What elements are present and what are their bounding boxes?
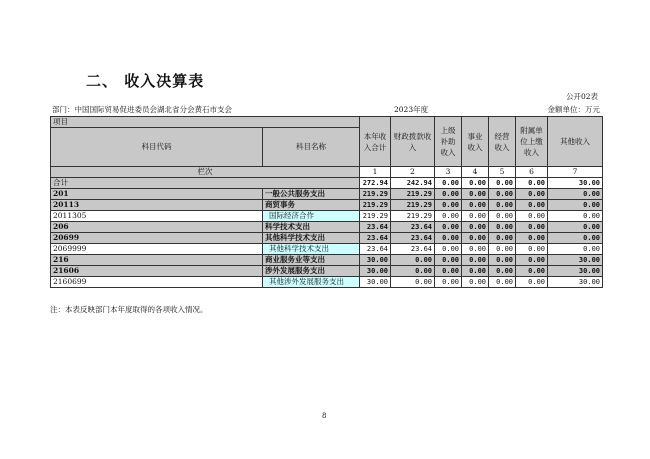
row-name: 国际经济合作 <box>263 211 360 222</box>
cell-value: 0.00 <box>462 233 489 244</box>
cell-value: 219.29 <box>391 189 435 200</box>
cell-value: 242.94 <box>391 178 435 189</box>
column-label: 栏次 <box>51 167 360 178</box>
cell-value: 0.00 <box>435 233 462 244</box>
row-code: 20699 <box>51 233 263 244</box>
column-number-row <box>51 167 603 178</box>
header-fiscal: 财政拨款收入 <box>391 117 435 167</box>
header-operating: 经营收入 <box>489 117 516 167</box>
col-num: 2 <box>391 167 435 178</box>
cell-value: 0.00 <box>516 255 548 266</box>
cell-value: 0.00 <box>462 266 489 277</box>
row-code: 2160699 <box>51 277 263 288</box>
cell-value: 0.00 <box>391 266 435 277</box>
cell-value: 23.64 <box>391 244 435 255</box>
cell-value: 0.00 <box>548 200 603 211</box>
cell-value: 0.00 <box>548 233 603 244</box>
cell-value: 0.00 <box>516 200 548 211</box>
cell-value: 0.00 <box>489 222 516 233</box>
table-row <box>51 222 603 233</box>
cell-value: 0.00 <box>435 277 462 288</box>
income-table <box>50 116 603 288</box>
cell-value: 0.00 <box>435 255 462 266</box>
cell-value: 219.29 <box>360 200 391 211</box>
row-code: 20113 <box>51 200 263 211</box>
cell-value: 0.00 <box>489 233 516 244</box>
cell-value: 0.00 <box>462 200 489 211</box>
page-title: 二、 收入决算表 <box>86 72 205 90</box>
table-note: 注：本表反映部门本年度取得的各项收入情况。 <box>50 305 208 314</box>
table-row <box>51 244 603 255</box>
cell-value: 0.00 <box>489 189 516 200</box>
row-code: 2069999 <box>51 244 263 255</box>
row-name: 其他涉外发展服务支出 <box>263 277 360 288</box>
header-business: 事业收入 <box>462 117 489 167</box>
cell-value: 23.64 <box>360 244 391 255</box>
unit-label: 金额单位：万元 <box>547 105 600 114</box>
cell-value: 0.00 <box>391 277 435 288</box>
cell-value: 0.00 <box>391 255 435 266</box>
cell-value: 0.00 <box>489 211 516 222</box>
cell-value: 23.64 <box>360 222 391 233</box>
row-name: 一般公共服务支出 <box>263 189 360 200</box>
header-affiliated: 附属单位上缴收入 <box>516 117 548 167</box>
cell-value: 219.29 <box>360 211 391 222</box>
col-num: 6 <box>516 167 548 178</box>
cell-value: 23.64 <box>391 233 435 244</box>
row-code: 216 <box>51 255 263 266</box>
cell-value: 0.00 <box>489 178 516 189</box>
cell-value: 30.00 <box>548 277 603 288</box>
cell-value: 0.00 <box>435 266 462 277</box>
cell-value: 0.00 <box>548 244 603 255</box>
cell-value: 0.00 <box>435 211 462 222</box>
cell-value: 219.29 <box>360 189 391 200</box>
header-project: 项目 <box>51 117 360 128</box>
col-num: 5 <box>489 167 516 178</box>
col-num: 3 <box>435 167 462 178</box>
cell-value: 0.00 <box>516 244 548 255</box>
header-code: 科目代码 <box>51 128 263 167</box>
department-label: 部门：中国国际贸易促进委员会湖北省分会黄石市支会 <box>52 105 232 114</box>
cell-value: 30.00 <box>548 255 603 266</box>
cell-value: 0.00 <box>516 277 548 288</box>
table-row <box>51 266 603 277</box>
page-number: 8 <box>322 412 327 420</box>
cell-value: 30.00 <box>548 266 603 277</box>
cell-value: 0.00 <box>516 233 548 244</box>
cell-value: 0.00 <box>435 222 462 233</box>
cell-value: 23.64 <box>391 222 435 233</box>
row-code: 21606 <box>51 266 263 277</box>
row-name: 商业服务业等支出 <box>263 255 360 266</box>
row-code: 2011305 <box>51 211 263 222</box>
col-num: 4 <box>462 167 489 178</box>
cell-value: 0.00 <box>462 178 489 189</box>
cell-value: 0.00 <box>462 255 489 266</box>
header-other: 其他收入 <box>548 117 603 167</box>
cell-value: 0.00 <box>435 200 462 211</box>
col-num: 1 <box>360 167 391 178</box>
cell-value: 0.00 <box>489 277 516 288</box>
cell-value: 30.00 <box>360 266 391 277</box>
total-label: 合计 <box>51 178 360 189</box>
header-name: 科目名称 <box>263 128 360 167</box>
cell-value: 0.00 <box>489 244 516 255</box>
cell-value: 0.00 <box>489 200 516 211</box>
row-name: 科学技术支出 <box>263 222 360 233</box>
cell-value: 0.00 <box>548 211 603 222</box>
total-row <box>51 178 603 189</box>
header-row-1 <box>51 117 603 128</box>
row-name: 其他科学技术支出 <box>263 244 360 255</box>
cell-value: 0.00 <box>462 211 489 222</box>
table-row <box>51 277 603 288</box>
table-row <box>51 211 603 222</box>
cell-value: 30.00 <box>548 178 603 189</box>
cell-value: 23.64 <box>360 233 391 244</box>
table-row <box>51 200 603 211</box>
row-code: 201 <box>51 189 263 200</box>
header-total: 本年收入合计 <box>360 117 391 167</box>
form-number: 公开02表 <box>565 92 598 101</box>
year-label: 2023年度 <box>394 105 429 114</box>
cell-value: 0.00 <box>516 222 548 233</box>
cell-value: 0.00 <box>489 255 516 266</box>
table-row <box>51 233 603 244</box>
cell-value: 0.00 <box>462 277 489 288</box>
cell-value: 0.00 <box>516 178 548 189</box>
cell-value: 0.00 <box>516 266 548 277</box>
cell-value: 219.29 <box>391 200 435 211</box>
row-name: 涉外发展服务支出 <box>263 266 360 277</box>
table-row <box>51 189 603 200</box>
header-superior: 上级补助收入 <box>435 117 462 167</box>
cell-value: 0.00 <box>516 189 548 200</box>
cell-value: 0.00 <box>462 189 489 200</box>
cell-value: 0.00 <box>548 222 603 233</box>
row-name: 其他科学技术支出 <box>263 233 360 244</box>
meta-row <box>50 104 600 115</box>
cell-value: 0.00 <box>462 222 489 233</box>
cell-value: 0.00 <box>435 178 462 189</box>
row-name: 商贸事务 <box>263 200 360 211</box>
cell-value: 219.29 <box>391 211 435 222</box>
cell-value: 0.00 <box>489 266 516 277</box>
cell-value: 272.94 <box>360 178 391 189</box>
row-code: 206 <box>51 222 263 233</box>
cell-value: 30.00 <box>360 255 391 266</box>
cell-value: 0.00 <box>435 189 462 200</box>
cell-value: 0.00 <box>462 244 489 255</box>
cell-value: 0.00 <box>516 211 548 222</box>
cell-value: 30.00 <box>360 277 391 288</box>
cell-value: 0.00 <box>435 244 462 255</box>
table-row <box>51 255 603 266</box>
col-num: 7 <box>548 167 603 178</box>
cell-value: 0.00 <box>548 189 603 200</box>
